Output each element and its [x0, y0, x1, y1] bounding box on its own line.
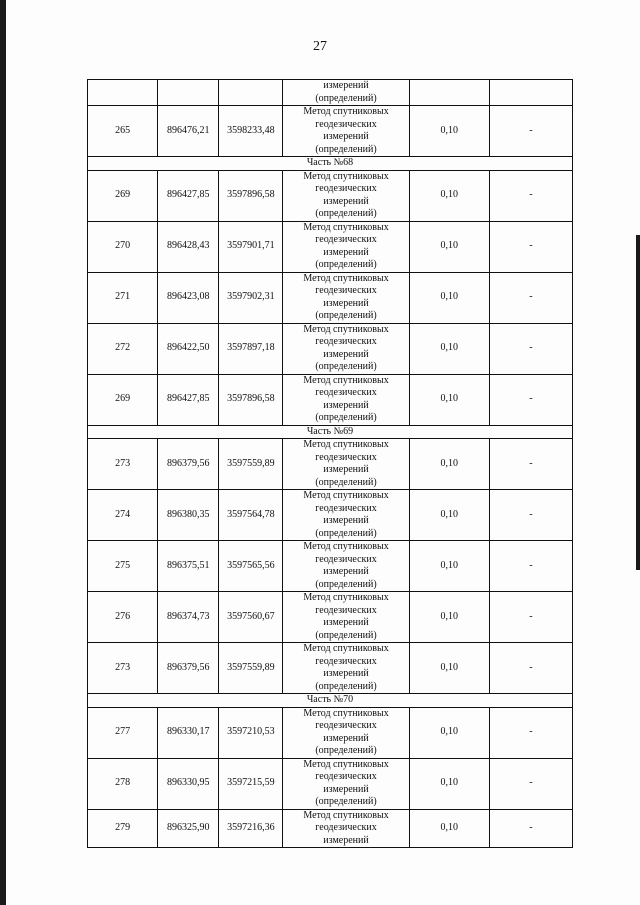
table-row-part-header: [88, 425, 573, 439]
cell-x: 896427,85: [158, 170, 219, 221]
method-line: (определений): [315, 796, 377, 807]
method-line: геодезических: [315, 720, 377, 731]
method-line: измерений: [323, 297, 369, 309]
method-line: измерений: [323, 783, 369, 795]
table-row: [88, 592, 573, 643]
cell-description: -: [489, 490, 572, 541]
method-line: измерений: [323, 80, 369, 91]
cell-description: -: [489, 809, 572, 848]
cell-description: -: [489, 221, 572, 272]
method-line: (определений): [315, 259, 377, 270]
cell-x: [158, 80, 219, 106]
table-row-part-header: [88, 157, 573, 171]
method-line: Метод спутниковых: [303, 592, 389, 603]
cell-x: 896423,08: [158, 272, 219, 323]
cell-point-number: 271: [88, 272, 158, 323]
cell-method: [283, 643, 409, 694]
cell-x: 896428,43: [158, 221, 219, 272]
cell-point-number: 269: [88, 170, 158, 221]
cell-method: [283, 80, 409, 106]
method-line: Метод спутниковых: [303, 809, 389, 821]
page-number: 27: [313, 39, 327, 54]
cell-point-number: 273: [88, 439, 158, 490]
cell-y: 3597901,71: [219, 221, 283, 272]
table-row: [88, 221, 573, 272]
cell-description: -: [489, 541, 572, 592]
cell-error: 0,10: [409, 221, 489, 272]
cell-x: 896330,95: [158, 758, 219, 809]
method-line: (определений): [315, 208, 377, 219]
method-line: (определений): [315, 680, 377, 692]
cell-description: -: [489, 170, 572, 221]
cell-point-number: 277: [88, 707, 158, 758]
table-row-continuation: [88, 80, 573, 106]
method-line: Метод спутниковых: [303, 106, 389, 117]
cell-x: 896380,35: [158, 490, 219, 541]
method-line: измерений: [323, 668, 369, 679]
cell-y: 3597559,89: [219, 643, 283, 694]
cell-x: 896374,73: [158, 592, 219, 643]
cell-y: [219, 80, 283, 106]
method-line: Метод спутниковых: [303, 170, 389, 182]
cell-error: 0,10: [409, 707, 489, 758]
cell-y: 3597560,67: [219, 592, 283, 643]
cell-method: [283, 758, 409, 809]
method-line: (определений): [315, 527, 377, 539]
table-row: [88, 643, 573, 694]
table-row: [88, 272, 573, 323]
method-line: измерений: [323, 464, 369, 475]
coordinates-table: [87, 79, 573, 848]
method-line: (определений): [315, 412, 377, 423]
method-line: (определений): [315, 361, 377, 372]
scan-edge-right: [636, 235, 640, 570]
method-line: измерений: [323, 348, 369, 360]
cell-error: 0,10: [409, 272, 489, 323]
cell-method: [283, 592, 409, 643]
part-label: Часть №68: [88, 157, 573, 171]
cell-x: 896325,90: [158, 809, 219, 848]
method-line: Метод спутниковых: [303, 707, 389, 719]
method-line: геодезических: [315, 183, 377, 194]
cell-error: 0,10: [409, 439, 489, 490]
method-line: (определений): [315, 629, 377, 641]
method-line: измерений: [323, 732, 369, 744]
cell-description: -: [489, 643, 572, 694]
cell-point-number: 273: [88, 643, 158, 694]
method-line: измерений: [323, 195, 369, 207]
cell-x: 896476,21: [158, 106, 219, 157]
cell-y: 3597897,18: [219, 323, 283, 374]
method-line: измерений: [323, 617, 369, 628]
method-line: (определений): [315, 143, 377, 155]
method-line: геодезических: [315, 336, 377, 347]
method-line: (определений): [315, 578, 377, 590]
method-line: измерений: [323, 131, 369, 142]
method-line: Метод спутниковых: [303, 439, 389, 450]
method-line: (определений): [315, 745, 377, 756]
cell-error: 0,10: [409, 170, 489, 221]
cell-y: 3597564,78: [219, 490, 283, 541]
cell-y: 3597210,53: [219, 707, 283, 758]
cell-x: 896427,85: [158, 374, 219, 425]
method-line: геодезических: [315, 502, 377, 514]
cell-description: -: [489, 106, 572, 157]
cell-method: [283, 106, 409, 157]
method-line: Метод спутниковых: [303, 272, 389, 284]
part-label: Часть №69: [88, 425, 573, 439]
cell-point-number: 274: [88, 490, 158, 541]
method-line: (определений): [315, 476, 377, 488]
table-row: [88, 707, 573, 758]
method-line: Метод спутниковых: [303, 541, 389, 552]
cell-y: 3597902,31: [219, 272, 283, 323]
method-line: Метод спутниковых: [303, 758, 389, 770]
method-line: измерений: [323, 246, 369, 258]
coordinates-table-body: [88, 80, 573, 848]
method-line: Метод спутниковых: [303, 323, 389, 335]
cell-method: [283, 439, 409, 490]
cell-y: 3597215,59: [219, 758, 283, 809]
method-line: Метод спутниковых: [303, 490, 389, 501]
cell-error: 0,10: [409, 374, 489, 425]
cell-description: -: [489, 707, 572, 758]
table-row: [88, 490, 573, 541]
method-line: геодезических: [315, 822, 377, 833]
part-label: Часть №70: [88, 694, 573, 708]
cell-method: [283, 809, 409, 848]
cell-error: 0,10: [409, 592, 489, 643]
cell-x: 896379,56: [158, 643, 219, 694]
table-row: [88, 439, 573, 490]
cell-y: 3598233,48: [219, 106, 283, 157]
cell-point-number: 276: [88, 592, 158, 643]
cell-method: [283, 490, 409, 541]
cell-error: [409, 80, 489, 106]
cell-x: 896375,51: [158, 541, 219, 592]
cell-x: 896379,56: [158, 439, 219, 490]
method-line: Метод спутниковых: [303, 221, 389, 233]
cell-point-number: 275: [88, 541, 158, 592]
cell-y: 3597565,56: [219, 541, 283, 592]
table-row: [88, 541, 573, 592]
method-line: геодезических: [315, 234, 377, 245]
cell-point-number: 269: [88, 374, 158, 425]
cell-point-number: 270: [88, 221, 158, 272]
cell-point-number: 272: [88, 323, 158, 374]
cell-description: -: [489, 272, 572, 323]
cell-method: [283, 374, 409, 425]
cell-error: 0,10: [409, 758, 489, 809]
method-line: (определений): [315, 310, 377, 321]
table-row-part-header: [88, 694, 573, 708]
method-line: геодезических: [315, 771, 377, 782]
cell-method: [283, 221, 409, 272]
cell-description: [489, 80, 572, 106]
method-line: (определений): [315, 92, 377, 104]
cell-description: -: [489, 758, 572, 809]
method-line: Метод спутниковых: [303, 643, 389, 654]
method-line: измерений: [323, 399, 369, 411]
cell-y: 3597896,58: [219, 374, 283, 425]
cell-point-number: 265: [88, 106, 158, 157]
cell-y: 3597559,89: [219, 439, 283, 490]
table-row: [88, 323, 573, 374]
cell-y: 3597896,58: [219, 170, 283, 221]
method-line: геодезических: [315, 387, 377, 398]
table-row: [88, 106, 573, 157]
table-row: [88, 809, 573, 848]
cell-x: 896330,17: [158, 707, 219, 758]
table-row: [88, 758, 573, 809]
cell-point-number: 279: [88, 809, 158, 848]
method-line: геодезических: [315, 451, 377, 463]
cell-error: 0,10: [409, 541, 489, 592]
cell-method: [283, 541, 409, 592]
cell-method: [283, 170, 409, 221]
cell-method: [283, 707, 409, 758]
cell-description: -: [489, 439, 572, 490]
cell-method: [283, 272, 409, 323]
cell-description: -: [489, 323, 572, 374]
table-row: [88, 374, 573, 425]
cell-method: [283, 323, 409, 374]
cell-error: 0,10: [409, 490, 489, 541]
table-row: [88, 170, 573, 221]
method-line: геодезических: [315, 655, 377, 667]
method-line: измерений: [323, 834, 369, 846]
method-line: геодезических: [315, 553, 377, 565]
cell-error: 0,10: [409, 643, 489, 694]
cell-error: 0,10: [409, 106, 489, 157]
method-line: измерений: [323, 566, 369, 577]
cell-description: -: [489, 374, 572, 425]
cell-y: 3597216,36: [219, 809, 283, 848]
method-line: геодезических: [315, 118, 377, 130]
method-line: Метод спутниковых: [303, 374, 389, 386]
method-line: измерений: [323, 515, 369, 526]
cell-point-number: 278: [88, 758, 158, 809]
scan-edge-left: [0, 0, 6, 905]
cell-description: -: [489, 592, 572, 643]
cell-point-number: [88, 80, 158, 106]
cell-error: 0,10: [409, 809, 489, 848]
method-line: геодезических: [315, 285, 377, 296]
cell-error: 0,10: [409, 323, 489, 374]
cell-x: 896422,50: [158, 323, 219, 374]
method-line: геодезических: [315, 604, 377, 616]
